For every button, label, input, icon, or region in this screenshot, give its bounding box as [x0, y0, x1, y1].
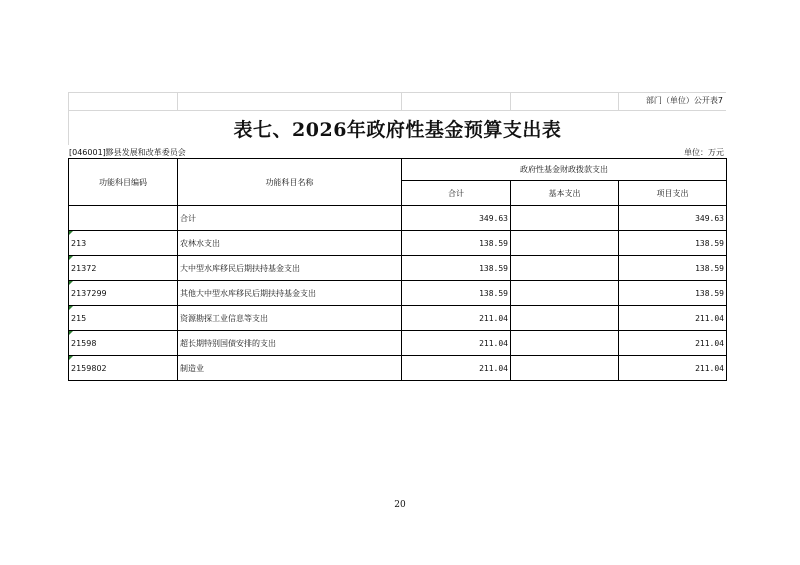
basic-cell: [511, 206, 619, 231]
column-header-basic: 基本支出: [511, 181, 619, 206]
function-name-cell: 制造业: [178, 356, 402, 381]
function-name-cell: 资源勘探工业信息等支出: [178, 306, 402, 331]
function-name-cell: 合计: [178, 206, 402, 231]
function-name-cell: 大中型水库移民后期扶持基金支出: [178, 256, 402, 281]
column-header-project: 项目支出: [619, 181, 727, 206]
total-cell: 138.59: [402, 231, 511, 256]
basic-cell: [511, 256, 619, 281]
grid-line: [401, 93, 402, 110]
function-code-cell: 2137299: [69, 281, 178, 306]
column-header-group: 政府性基金财政拨款支出: [402, 159, 727, 181]
basic-cell: [511, 306, 619, 331]
total-cell: 138.59: [402, 256, 511, 281]
grid-line: [177, 93, 178, 110]
function-code-cell: 21372: [69, 256, 178, 281]
page-number: 20: [394, 500, 406, 510]
project-cell: 211.04: [619, 306, 727, 331]
basic-cell: [511, 231, 619, 256]
function-name-cell: 超长期特别国债安排的支出: [178, 331, 402, 356]
column-header-total: 合计: [402, 181, 511, 206]
function-code-cell: 215: [69, 306, 178, 331]
project-cell: 138.59: [619, 256, 727, 281]
table-row: [69, 256, 727, 281]
function-code-cell: 21598: [69, 331, 178, 356]
total-cell: 138.59: [402, 281, 511, 306]
function-code-cell: 213: [69, 231, 178, 256]
column-header-code: 功能科目编码: [69, 159, 178, 206]
title-area: [68, 111, 726, 145]
project-cell: 211.04: [619, 331, 727, 356]
unit-row: [68, 145, 726, 158]
grid-line: [510, 93, 511, 110]
currency-unit-label: 单位：万元: [684, 148, 724, 157]
basic-cell: [511, 356, 619, 381]
grid-header-row: [68, 92, 726, 111]
expenditure-table: [68, 158, 727, 381]
project-cell: 138.59: [619, 231, 727, 256]
basic-cell: [511, 331, 619, 356]
table-row: [69, 331, 727, 356]
table-header-row: [69, 159, 727, 181]
basic-cell: [511, 281, 619, 306]
total-cell: 211.04: [402, 306, 511, 331]
project-cell: 138.59: [619, 281, 727, 306]
table-row: [69, 206, 727, 231]
function-name-cell: 其他大中型水库移民后期扶持基金支出: [178, 281, 402, 306]
report-sheet: [68, 92, 726, 381]
table-row: [69, 306, 727, 331]
grid-line: [68, 93, 69, 110]
project-cell: 211.04: [619, 356, 727, 381]
function-name-cell: 农林水支出: [178, 231, 402, 256]
form-number-label: 部门（单位）公开表7: [645, 96, 723, 105]
department-name: [046001]黟县发展和改革委员会: [69, 148, 186, 157]
function-code-cell: [69, 206, 178, 231]
column-header-name: 功能科目名称: [178, 159, 402, 206]
table-row: [69, 231, 727, 256]
page-title: 表七、2026年政府性基金预算支出表: [233, 118, 562, 141]
project-cell: 349.63: [619, 206, 727, 231]
function-code-cell: 2159802: [69, 356, 178, 381]
grid-line: [618, 93, 619, 110]
total-cell: 211.04: [402, 331, 511, 356]
total-cell: 211.04: [402, 356, 511, 381]
total-cell: 349.63: [402, 206, 511, 231]
table-row: [69, 281, 727, 306]
table-row: [69, 356, 727, 381]
